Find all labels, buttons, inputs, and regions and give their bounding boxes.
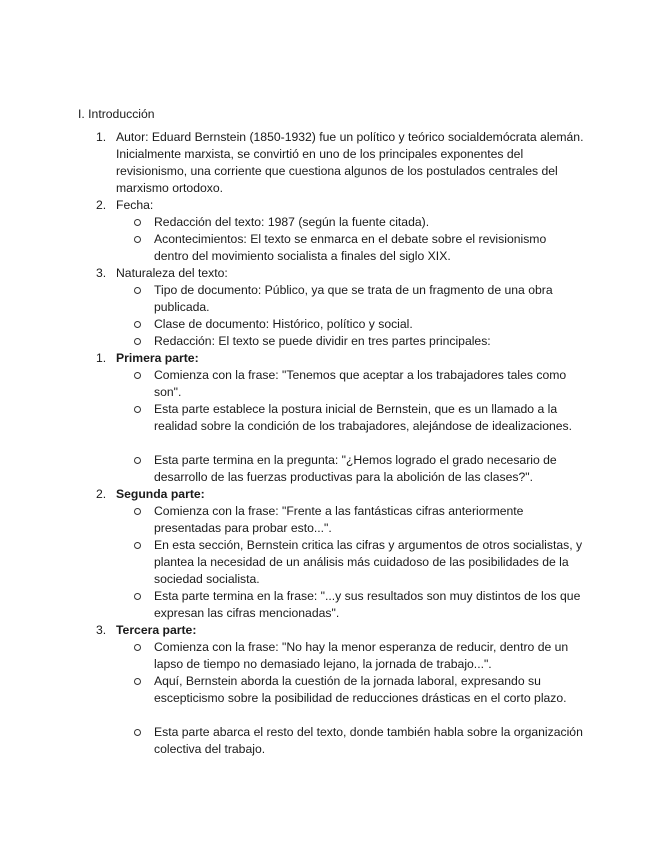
bullet-item bbox=[134, 724, 584, 758]
circle-bullet-icon bbox=[134, 457, 141, 464]
bullet-item bbox=[134, 673, 584, 707]
circle-bullet-icon bbox=[134, 236, 141, 243]
circle-bullet-icon bbox=[134, 678, 141, 685]
circle-bullet-icon bbox=[134, 508, 141, 515]
bullet-text: Esta parte establece la postura inicial de Bernstein, que es un llamado a la realidad sobre la condición de los trabajadores, alejándose de idealizaciones. bbox=[154, 402, 573, 433]
circle-bullet-icon bbox=[134, 644, 141, 651]
list-item-segunda-parte bbox=[96, 486, 586, 503]
item-number: 1. bbox=[96, 351, 107, 365]
bullet-text: Comienza con la frase: "Tenemos que aceptar a los trabajadores tales como son". bbox=[154, 368, 567, 399]
item-number: 3. bbox=[96, 623, 107, 637]
bullet-text: Clase de documento: Histórico, político y social. bbox=[154, 317, 413, 331]
bullet-text: Comienza con la frase: "Frente a las fantásticas cifras anteriormente presentadas para probar esto...". bbox=[154, 504, 524, 535]
list-item-naturaleza bbox=[96, 265, 586, 282]
item-text: Autor: Eduard Bernstein (1850-1932) fue un político y teórico socialdemócrata alemán. Inicialmente marxista, se convirtió en uno de los principales exponentes del revisionismo, una corriente que cuestiona algunos de los postulados centrales del marxismo ortodoxo. bbox=[116, 130, 584, 195]
bullet-item bbox=[134, 452, 584, 486]
bullet-text: Aquí, Bernstein aborda la cuestión de la jornada laboral, expresando su escepticismo sobre la posibilidad de reducciones drásticas en el corto plazo. bbox=[154, 674, 567, 705]
item-text: Tercera parte: bbox=[116, 623, 197, 637]
bullet-item bbox=[134, 537, 584, 588]
circle-bullet-icon bbox=[134, 593, 141, 600]
item-number: 2. bbox=[96, 487, 107, 501]
circle-bullet-icon bbox=[134, 372, 141, 379]
bullet-item bbox=[134, 588, 584, 622]
circle-bullet-icon bbox=[134, 542, 141, 549]
item-number: 1. bbox=[96, 130, 107, 144]
bullet-item bbox=[134, 231, 584, 265]
bullet-item bbox=[134, 367, 584, 401]
bullet-item bbox=[134, 282, 584, 316]
item-number: 3. bbox=[96, 266, 107, 280]
list-item-autor bbox=[96, 129, 586, 197]
item-number: 2. bbox=[96, 198, 107, 212]
item-text: Fecha: bbox=[116, 198, 154, 212]
section-heading: I. Introducción bbox=[78, 107, 155, 121]
bullet-item bbox=[134, 214, 584, 231]
list-item-fecha bbox=[96, 197, 586, 214]
bullet-text: Acontecimientos: El texto se enmarca en el debate sobre el revisionismo dentro del movimiento socialista a finales del siglo XIX. bbox=[154, 232, 547, 263]
bullet-item bbox=[134, 316, 584, 333]
item-text: Primera parte: bbox=[116, 351, 199, 365]
bullet-text: Redacción del texto: 1987 (según la fuente citada). bbox=[154, 215, 430, 229]
item-text: Naturaleza del texto: bbox=[116, 266, 228, 280]
bullet-text: En esta sección, Bernstein critica las cifras y argumentos de otros socialistas, y plantea la necesidad de un análisis más cuidadoso de las posibilidades de la sociedad socialista. bbox=[154, 538, 583, 586]
list-item-tercera-parte bbox=[96, 622, 586, 639]
bullet-text: Esta parte abarca el resto del texto, donde también habla sobre la organización colectiva del trabajo. bbox=[154, 725, 583, 756]
circle-bullet-icon bbox=[134, 338, 141, 345]
bullet-item bbox=[134, 401, 584, 435]
bullet-text: Esta parte termina en la pregunta: "¿Hemos logrado el grado necesario de desarrollo de las fuerzas productivas para la abolición de las clases?". bbox=[154, 453, 557, 484]
item-text: Segunda parte: bbox=[116, 487, 205, 501]
circle-bullet-icon bbox=[134, 321, 141, 328]
bullet-text: Esta parte termina en la frase: "...y sus resultados son muy distintos de los que expresan las cifras mencionadas". bbox=[154, 589, 581, 620]
circle-bullet-icon bbox=[134, 219, 141, 226]
bullet-text: Redacción: El texto se puede dividir en tres partes principales: bbox=[154, 334, 491, 348]
circle-bullet-icon bbox=[134, 287, 141, 294]
list-item-primera-parte bbox=[96, 350, 586, 367]
circle-bullet-icon bbox=[134, 406, 141, 413]
circle-bullet-icon bbox=[134, 729, 141, 736]
bullet-item bbox=[134, 639, 584, 673]
bullet-item bbox=[134, 503, 584, 537]
bullet-item bbox=[134, 333, 584, 350]
bullet-text: Tipo de documento: Público, ya que se trata de un fragmento de una obra publicada. bbox=[154, 283, 553, 314]
bullet-text: Comienza con la frase: "No hay la menor esperanza de reducir, dentro de un lapso de tiempo no demasiado lejano, la jornada de trabajo...". bbox=[154, 640, 569, 671]
